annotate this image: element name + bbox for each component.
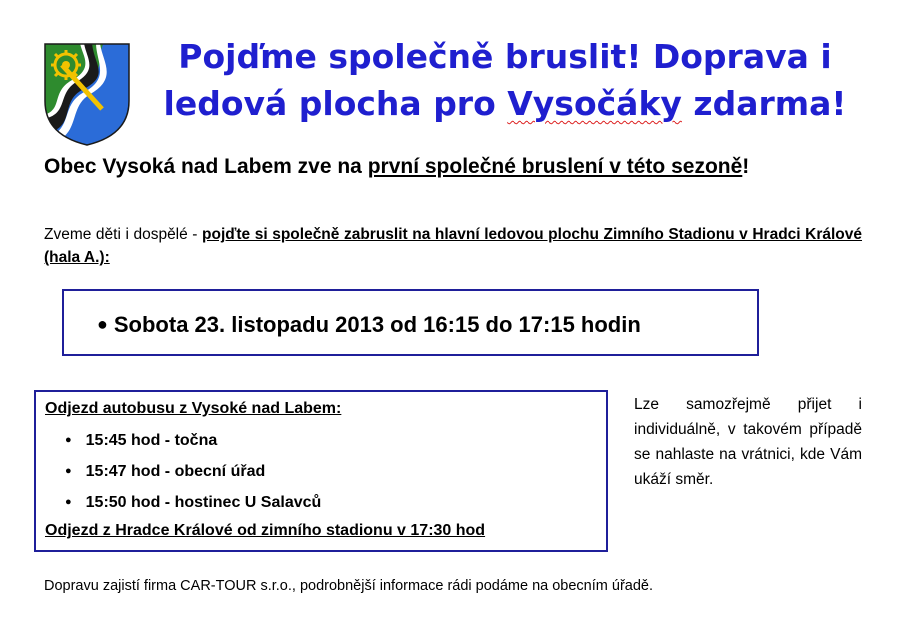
invite-lead: Zveme děti i dospělé - <box>44 226 203 243</box>
bus-stop-item <box>65 463 265 481</box>
headline-line-1: Pojďme společně bruslit! Doprava i <box>178 37 832 76</box>
bus-stop-text: 15:45 hod - točna <box>85 432 218 449</box>
event-date-box <box>62 289 759 356</box>
bullet-icon: ● <box>65 434 72 446</box>
headline-line-2-suffix: zdarma! <box>681 84 847 123</box>
intro-underlined: první společné bruslení v této sezoně <box>367 155 743 178</box>
headline <box>150 33 860 127</box>
bus-stop-text: 15:50 hod - hostinec U Salavců <box>85 494 322 511</box>
bus-stop-text: 15:47 hod - obecní úřad <box>85 463 266 480</box>
return-departure: Odjezd z Hradce Králové od zimního stadionu v 17:30 hod <box>45 522 486 539</box>
bus-stop-item <box>65 494 321 512</box>
bullet-icon: ● <box>65 496 72 508</box>
intro-end: ! <box>742 155 750 178</box>
individual-arrival-note: Lze samozřejmě přijet i individuálně, v takovém případě se nahlaste na vrátnici, kde Vám ukáží směr. <box>634 396 862 488</box>
bus-schedule-box <box>34 390 608 552</box>
bullet-icon: ● <box>97 314 108 334</box>
event-date-item <box>97 312 641 339</box>
headline-highlighted-word: Vysočáky <box>507 84 682 123</box>
bullet-icon: ● <box>65 465 72 477</box>
coat-of-arms <box>44 43 130 146</box>
footer-note: Dopravu zajistí firma CAR-TOUR s.r.o., podrobnější informace rádi podáme na obecním úřadě. <box>44 578 653 594</box>
intro-lead: Obec Vysoká nad Labem zve na <box>44 155 368 178</box>
event-date-text: Sobota 23. listopadu 2013 od 16:15 do 17:15 hodin <box>113 312 641 337</box>
headline-line-2-prefix: ledová plocha pro <box>163 84 508 123</box>
invite-underlined: pojďte si společně zabruslit na hlavní ledovou plochu Zimního Stadionu v Hradci Králové (hala A.): <box>44 226 863 266</box>
invite-paragraph <box>44 223 862 269</box>
municipal-coat-of-arms-icon <box>44 43 130 146</box>
bus-schedule-title: Odjezd autobusu z Vysoké nad Labem: <box>45 400 342 417</box>
headline-line-2 <box>150 80 860 127</box>
bus-stop-item <box>65 432 217 450</box>
intro-paragraph <box>44 152 862 182</box>
